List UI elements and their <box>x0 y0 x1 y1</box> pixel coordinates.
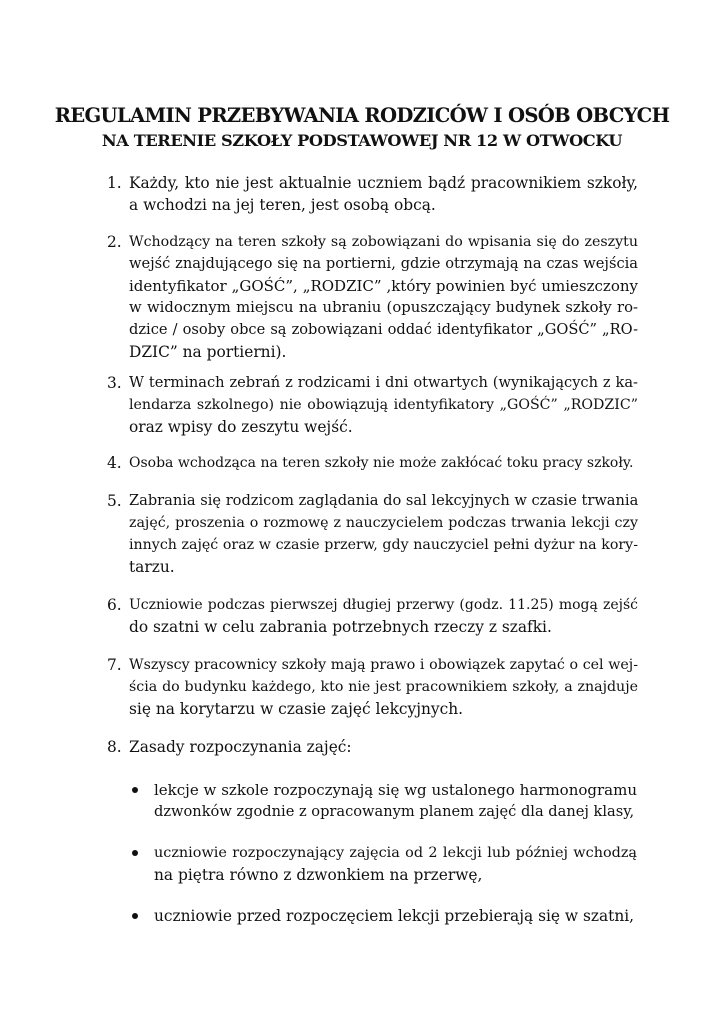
rule-number: 8. <box>107 738 122 756</box>
bullet-text-line: na piętra równo z dzwonkiem na przerwę, <box>154 866 483 884</box>
rule-text-line: lendarza szkolnego) nie obowiązują identyfikatory „GOŚĆ” „RODZIC” <box>129 397 638 413</box>
bullet-dot <box>132 913 138 919</box>
rule-text-line: a wchodzi na jej teren, jest osobą obcą. <box>129 196 436 214</box>
rule-number: 7. <box>107 656 122 674</box>
bullet-text-line: uczniowie rozpoczynający zajęcia od 2 lekcji lub później wchodzą <box>154 845 637 861</box>
rule-number: 5. <box>107 492 122 510</box>
rule-text-line: do szatni w celu zabrania potrzebnych rzeczy z szafki. <box>129 618 552 636</box>
rule-text-line: dzice / osoby obce są zobowiązani oddać identyfikator „GOŚĆ” „RO- <box>129 321 638 338</box>
rule-text-line: Osoba wchodząca na teren szkoły nie może zakłócać toku pracy szkoły. <box>129 455 634 471</box>
rule-text-line: oraz wpisy do zeszytu wejść. <box>129 418 353 436</box>
bullet-dot <box>132 850 138 856</box>
rule-number: 3. <box>107 374 122 392</box>
rule-text-line: Wchodzący na teren szkoły są zobowiązani do wpisania się do zeszytu <box>129 234 638 250</box>
rule-number: 2. <box>107 233 122 251</box>
rule-text-line: Zabrania się rodzicom zaglądania do sal lekcyjnych w czasie trwania <box>129 492 639 509</box>
rule-text-line: wejść znajdującego się na portierni, gdzie otrzymają na czas wejścia <box>129 255 638 272</box>
rule-text-line: zajęć, proszenia o rozmowę z nauczycielem podczas trwania lekcji czy <box>129 515 638 531</box>
rule-text-line: Uczniowie podczas pierwszej długiej przerwy (godz. 11.25) mogą zejść <box>129 597 638 613</box>
rule-text-line: w widocznym miejscu na ubraniu (opuszczający budynek szkoły ro- <box>129 299 638 316</box>
document-title: REGULAMIN PRZEBYWANIA RODZICÓW I OSÓB OBCYCH <box>54 104 670 127</box>
rule-text-line: Zasady rozpoczynania zajęć: <box>129 738 352 756</box>
rule-text-line: tarzu. <box>129 558 175 576</box>
rule-text-line: identyfikator „GOŚĆ”, „RODZIC” ,który powinien być umieszczony <box>129 277 638 295</box>
rule-text-line: Wszyscy pracownicy szkoły mają prawo i obowiązek zapytać o cel wej- <box>129 657 638 673</box>
rule-text-line: Każdy, kto nie jest aktualnie uczniem bądź pracownikiem szkoły, <box>129 174 638 192</box>
rule-number: 6. <box>107 596 122 614</box>
document-subtitle: NA TERENIE SZKOŁY PODSTAWOWEJ NR 12 W OTWOCKU <box>101 131 623 150</box>
rule-text-line: W terminach zebrań z rodzicami i dni otwartych (wynikających z ka- <box>129 374 638 391</box>
rule-number: 1. <box>107 174 122 192</box>
bullet-dot <box>132 787 138 793</box>
rule-text-line: DZIC” na portierni). <box>129 343 287 361</box>
rule-text-line: innych zajęć oraz w czasie przerw, gdy nauczyciel pełni dyżur na kory- <box>129 537 638 553</box>
rule-text-line: ścia do budynku każdego, kto nie jest pracownikiem szkoły, a znajduje <box>129 679 638 695</box>
rule-number: 4. <box>107 454 122 472</box>
bullet-text-line: uczniowie przed rozpoczęciem lekcji przebierają się w szatni, <box>154 907 635 925</box>
bullet-text-line: dzwonków zgodnie z opracowanym planem zajęć dla danej klasy, <box>154 803 635 820</box>
bullet-text-line: lekcje w szkole rozpoczynają się wg ustalonego harmonogramu <box>154 781 637 799</box>
rule-text-line: się na korytarzu w czasie zajęć lekcyjnych. <box>129 700 464 718</box>
